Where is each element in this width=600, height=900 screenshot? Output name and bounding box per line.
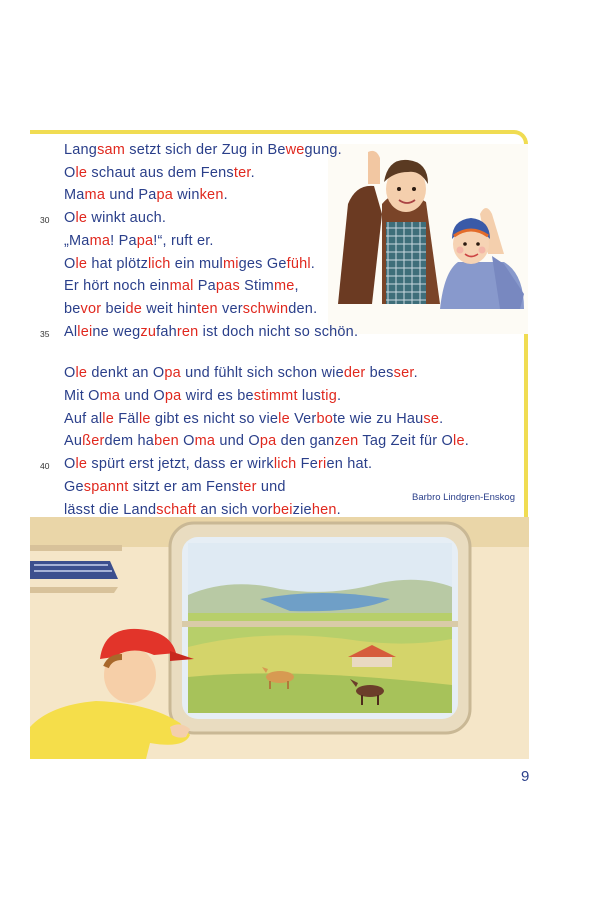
author-name: Barbro Lindgren-Enskog — [412, 492, 515, 503]
highlighted-syllable: ri — [318, 456, 327, 473]
text-segment: . — [413, 365, 418, 382]
highlighted-syllable: zu — [140, 323, 157, 340]
highlighted-syllable: le — [278, 410, 290, 427]
highlighted-syllable: pa — [164, 365, 181, 382]
text-segment: gibt es nicht so vie — [150, 410, 279, 427]
text-segment: Fäl — [113, 410, 139, 427]
text-segment: ne weg — [92, 323, 141, 340]
highlighted-syllable: hen — [311, 501, 337, 518]
story-line — [64, 433, 469, 449]
highlighted-syllable: ken — [199, 187, 224, 204]
highlighted-syllable: pas — [215, 278, 240, 295]
text-segment: weit hin — [142, 300, 197, 317]
highlighted-syllable: le — [138, 410, 151, 427]
text-segment: O — [64, 365, 76, 382]
text-segment: den gan — [276, 433, 335, 450]
highlighted-syllable: le — [102, 410, 114, 427]
text-segment: Ge — [64, 478, 84, 495]
text-segment: bei — [101, 300, 126, 317]
text-segment: Fe — [296, 456, 318, 473]
highlighted-syllable: ßer — [82, 433, 105, 450]
highlighted-syllable: pa — [136, 232, 154, 249]
line-number: 30 — [40, 215, 50, 226]
highlighted-syllable: lich — [148, 255, 171, 272]
line-number: 40 — [40, 461, 50, 472]
story-line — [64, 411, 443, 427]
text-segment: . — [223, 187, 228, 204]
story-line — [64, 301, 317, 317]
text-segment: Al — [64, 323, 78, 340]
text-segment: O — [64, 255, 76, 272]
text-segment: und — [256, 478, 286, 495]
line-number: 35 — [40, 328, 50, 339]
highlighted-syllable: fühl — [286, 255, 311, 272]
story-line — [64, 142, 342, 158]
highlighted-syllable: le — [75, 255, 88, 272]
text-segment: Tag Zeit für O — [358, 433, 454, 450]
highlighted-syllable: me — [273, 278, 295, 295]
text-segment: lus — [297, 388, 322, 404]
highlighted-syllable: ma — [89, 232, 111, 249]
page-number: 9 — [521, 768, 530, 785]
text-segment: win — [173, 187, 200, 204]
highlighted-syllable: we — [285, 142, 305, 158]
highlighted-syllable: le — [75, 365, 88, 382]
text-segment: und O — [215, 433, 260, 450]
text-segment: setzt sich der Zug in Be — [125, 142, 286, 158]
text-segment: . — [464, 433, 469, 450]
highlighted-syllable: ma — [84, 187, 106, 204]
story-line — [64, 278, 299, 294]
story-line — [64, 233, 214, 249]
text-segment: spürt erst jetzt, dass er wirk — [87, 456, 274, 473]
story-line — [64, 210, 166, 226]
text-segment: . — [250, 164, 255, 181]
text-segment: ist doch nicht so schön. — [198, 323, 359, 340]
text-segment: !“, ruft er. — [153, 232, 214, 249]
text-segment: . — [336, 501, 341, 518]
story-line — [64, 256, 315, 272]
text-segment: . — [439, 410, 444, 427]
text-segment: Er hört noch ein — [64, 278, 170, 295]
highlighted-syllable: stimmt — [253, 388, 298, 404]
story-line — [64, 187, 228, 203]
highlighted-syllable: de — [125, 300, 142, 317]
story-line — [64, 502, 341, 518]
text-segment: Au — [64, 433, 83, 450]
text-segment: Auf al — [64, 410, 103, 427]
text-segment: O — [178, 433, 195, 450]
text-segment: Stim — [239, 278, 274, 295]
text-segment: Pa — [193, 278, 216, 295]
story-line — [64, 479, 286, 495]
text-segment: Ma — [64, 187, 85, 204]
highlighted-syllable: pa — [259, 433, 277, 450]
highlighted-syllable: le — [75, 164, 88, 181]
text-segment: bes — [365, 365, 394, 382]
text-segment: wird es be — [181, 388, 254, 404]
highlighted-syllable: mi — [222, 255, 239, 272]
highlighted-syllable: der — [343, 365, 366, 382]
text-segment: dem ha — [104, 433, 155, 450]
text-segment: und O — [120, 388, 165, 404]
highlighted-syllable: sam — [97, 142, 126, 158]
text-segment: schaut aus dem Fens — [87, 164, 234, 181]
text-segment: lässt die Land — [64, 501, 157, 518]
highlighted-syllable: le — [75, 456, 88, 473]
story-line — [64, 456, 372, 472]
text-segment: und fühlt sich schon wie — [180, 365, 344, 382]
highlighted-syllable: ten — [197, 300, 218, 317]
text-segment: und Pa — [105, 187, 157, 204]
highlighted-syllable: le — [75, 210, 88, 227]
highlighted-syllable: bei — [272, 501, 293, 518]
highlighted-syllable: zen — [334, 433, 359, 450]
text-segment: , — [294, 278, 299, 295]
train-window-illustration — [30, 517, 529, 759]
text-segment: ! Pa — [110, 232, 137, 249]
text-segment: Lang — [64, 142, 98, 158]
highlighted-syllable: pa — [164, 388, 182, 404]
text-segment: O — [64, 210, 76, 227]
waving-parents-illustration — [328, 144, 528, 334]
text-segment: . — [310, 255, 316, 272]
text-segment: denkt an O — [87, 365, 165, 382]
text-segment: . — [336, 388, 342, 404]
text-segment: ges Ge — [238, 255, 287, 272]
highlighted-syllable: ser — [393, 365, 414, 382]
text-segment: te wie zu Hau — [332, 410, 424, 427]
text-segment: den. — [288, 300, 318, 317]
text-segment: winkt auch. — [87, 210, 167, 227]
text-segment: hat plötz — [87, 255, 149, 272]
text-segment: fah — [156, 323, 177, 340]
highlighted-syllable: schaft — [156, 501, 197, 518]
highlighted-syllable: ter — [233, 164, 251, 181]
highlighted-syllable: mal — [169, 278, 194, 295]
text-segment: gung. — [304, 142, 342, 158]
text-segment: „Ma — [64, 232, 90, 249]
highlighted-syllable: ma — [99, 388, 121, 404]
highlighted-syllable: ben — [154, 433, 179, 450]
text-segment: en hat. — [326, 456, 373, 473]
text-segment: be — [64, 300, 81, 317]
highlighted-syllable: ren — [176, 323, 199, 340]
highlighted-syllable: vor — [80, 300, 102, 317]
highlighted-syllable: ma — [194, 433, 216, 450]
highlighted-syllable: lei — [77, 323, 93, 340]
story-line — [64, 165, 255, 181]
text-segment: O — [64, 456, 76, 473]
highlighted-syllable: schwin — [242, 300, 289, 317]
highlighted-syllable: bo — [316, 410, 333, 427]
text-segment: zie — [292, 501, 312, 518]
text-segment: O — [64, 164, 76, 181]
story-line — [64, 324, 358, 340]
highlighted-syllable: tig — [321, 388, 337, 404]
text-segment: ein mul — [170, 255, 223, 272]
highlighted-syllable: lich — [273, 456, 297, 473]
text-segment: an sich vor — [196, 501, 273, 518]
highlighted-syllable: ter — [239, 478, 257, 495]
highlighted-syllable: le — [453, 433, 465, 450]
story-line — [64, 365, 418, 381]
highlighted-syllable: se — [423, 410, 440, 427]
highlighted-syllable: spannt — [83, 478, 129, 495]
highlighted-syllable: pa — [156, 187, 174, 204]
text-segment: Mit O — [64, 388, 100, 404]
text-segment: ver — [217, 300, 243, 317]
story-line — [64, 388, 341, 404]
text-segment: sitzt er am Fens — [128, 478, 240, 495]
text-segment: Ver — [289, 410, 317, 427]
